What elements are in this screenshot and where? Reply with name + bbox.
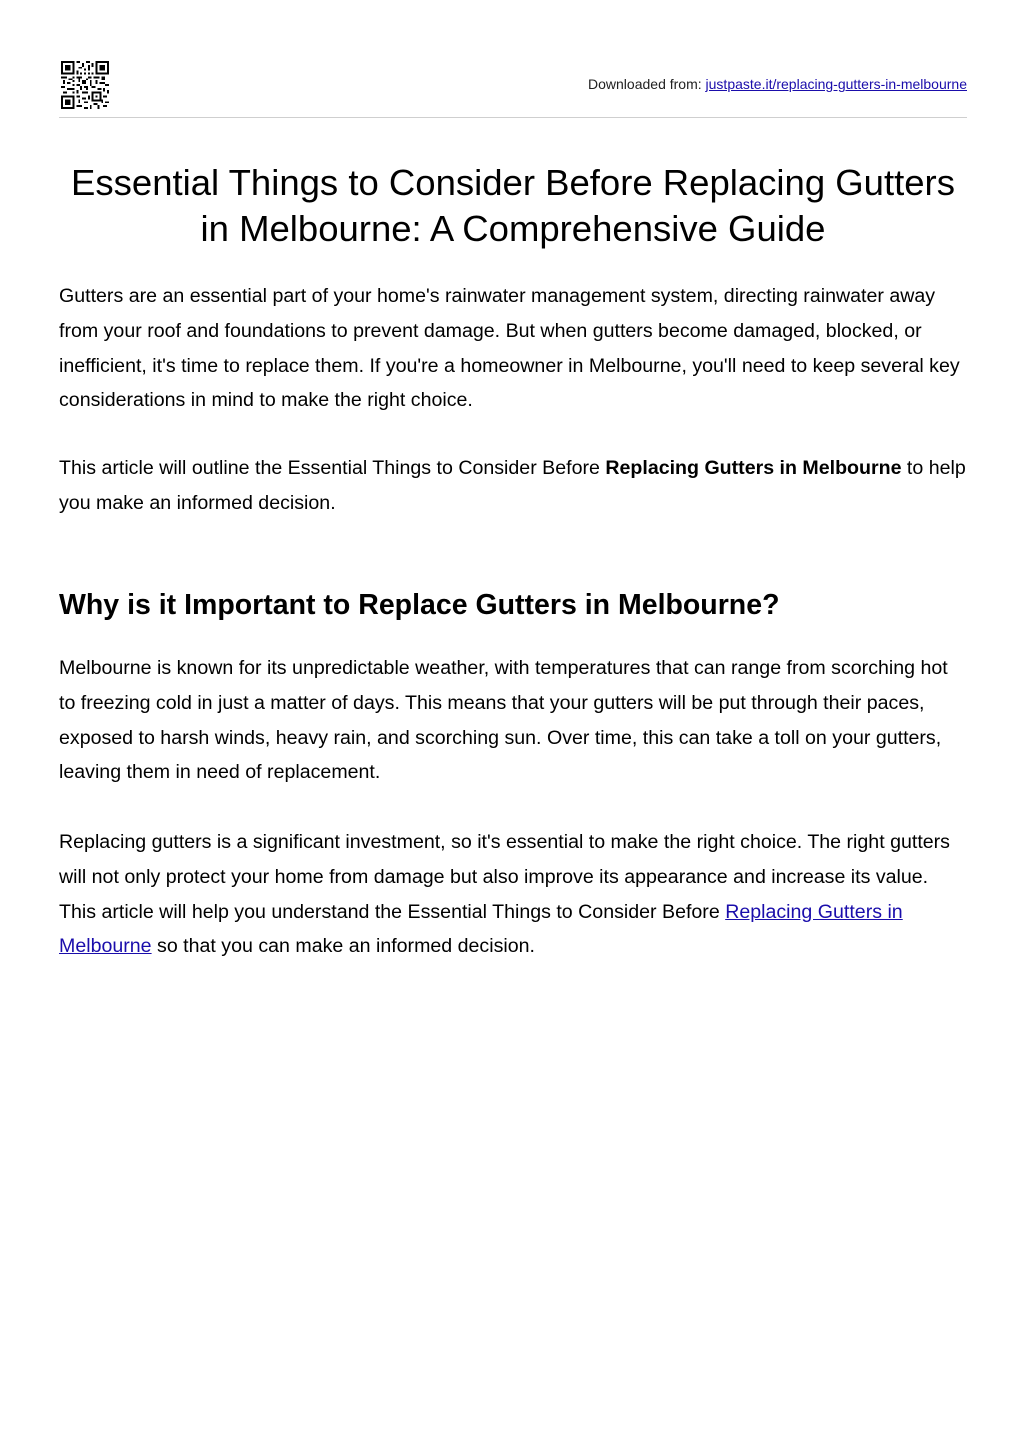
investment-paragraph: [59, 825, 969, 964]
header-divider: [59, 117, 967, 118]
outline-text-before: This article will outline the Essential Things to Consider Before: [59, 457, 606, 479]
outline-paragraph: [59, 451, 969, 521]
investment-text-before: Replacing gutters is a significant investment, so it's essential to make the right choice. The right gutters will not only protect your home from damage but also improve its appearance and increase its value. This article will help you understand the Essential Things to Consider Before: [59, 831, 950, 923]
investment-text-after: so that you can make an informed decision.: [151, 935, 535, 958]
section-heading: Why is it Important to Replace Gutters in Melbourne?: [59, 589, 780, 621]
weather-paragraph: Melbourne is known for its unpredictable weather, with temperatures that can range from scorching hot to freezing cold in just a matter of days. This means that your gutters will be put through their paces, exposed to harsh winds, heavy rain, and scorching sun. Over time, this can take a toll on your gutters, leaving them in need of replacement.: [59, 657, 948, 784]
download-source: [588, 75, 967, 93]
page-title: Essential Things to Consider Before Replacing Gutters in Melbourne: A Comprehensive Guide: [71, 162, 955, 249]
outline-bold-keyword: Replacing Gutters in Melbourne: [605, 457, 902, 479]
intro-paragraph: Gutters are an essential part of your home's rainwater management system, directing rainwater away from your roof and foundations to prevent damage. But when gutters become damaged, blocked, or inefficient, it's time to replace them. If you're a homeowner in Melbourne, you'll need to keep several key considerations in mind to make the right choice.: [59, 285, 960, 412]
replacing-gutters-link[interactable]: Replacing Gutters in Melbourne: [59, 900, 903, 958]
source-link[interactable]: justpaste.it/replacing-gutters-in-melbourne: [705, 76, 967, 92]
qr-code-icon: [61, 61, 109, 109]
downloaded-from-label: Downloaded from:: [588, 76, 702, 92]
outline-text-after: to help you make an informed decision.: [59, 457, 966, 514]
